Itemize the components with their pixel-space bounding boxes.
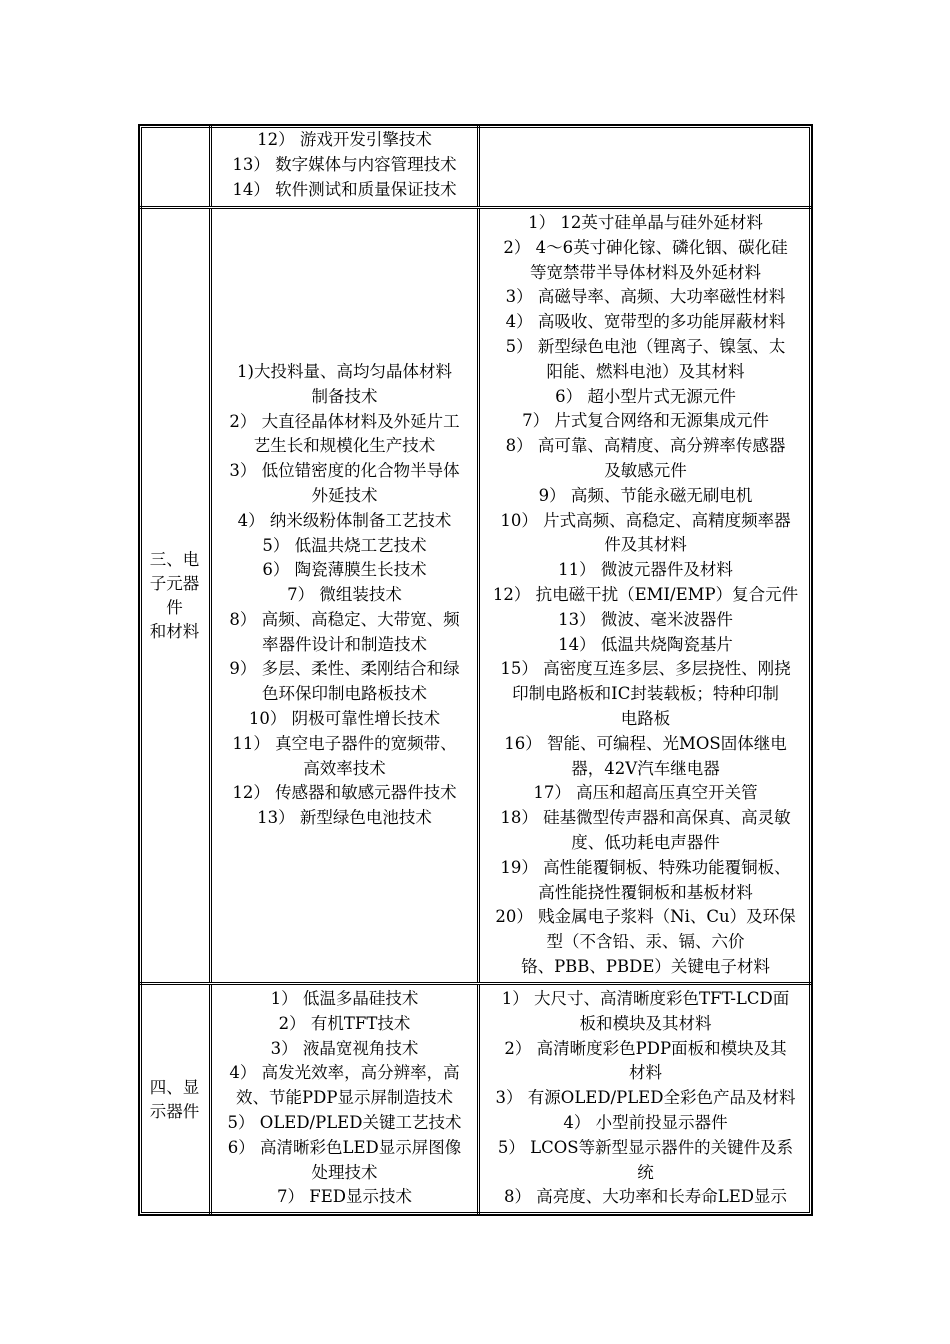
cell-line: 10） 片式高频、高稳定、高精度频率器	[500, 510, 791, 530]
cell-line: 印制电路板和IC封装载板；特种印制	[512, 684, 779, 704]
cell-line: 统	[637, 1162, 654, 1182]
cell-line: 11） 微波元器件及材料	[558, 560, 733, 580]
cell-line: 2） 4～6英寸砷化镓、磷化铟、碳化硅	[503, 237, 788, 257]
cell-line: 制备技术	[311, 386, 378, 406]
cell-line: 10） 阴极可靠性增长技术	[248, 709, 441, 729]
cell-line: 四、显	[149, 1077, 200, 1097]
cell-line: 3） 液晶宽视角技术	[270, 1038, 419, 1058]
cell-line: 件及其材料	[604, 535, 687, 555]
cell-line: 14） 软件测试和质量保证技术	[232, 179, 457, 199]
cell-line: 13） 微波、毫米波器件	[558, 609, 733, 629]
cell-line: 电路板	[620, 708, 671, 728]
category-cell	[140, 985, 212, 1214]
cell-line: 色环保印制电路板技术	[262, 684, 427, 704]
cell-line: 铬、PBB、PBDE）关键电子材料	[521, 956, 770, 976]
cell-line: 材料	[629, 1063, 662, 1083]
cell-line: 阳能、燃料电池）及其材料	[546, 361, 745, 381]
cell-line: 5） 新型绿色电池（锂离子、镍氢、太	[505, 336, 786, 356]
cell-line: 17） 高压和超高压真空开关管	[533, 783, 758, 803]
cell-line: 6） 陶瓷薄膜生长技术	[262, 560, 427, 580]
cell-line: 6） 超小型片式无源元件	[555, 386, 736, 406]
cell-line: 12） 抗电磁干扰（EMI/EMP）复合元件	[492, 584, 799, 604]
cell-line: 等宽禁带半导体材料及外延材料	[530, 262, 761, 282]
cell-line: 处理技术	[311, 1162, 378, 1182]
table-row	[140, 206, 811, 982]
cell-line: 三、电	[149, 549, 200, 569]
cell-line: 8） 高频、高稳定、大带宽、频	[229, 609, 460, 629]
cell-line: 7） FED显示技术	[277, 1187, 412, 1207]
cell-line: 12） 游戏开发引擎技术	[257, 130, 432, 149]
cell-line: 9） 多层、柔性、柔刚结合和绿	[229, 659, 460, 679]
cell-line: 2） 有机TFT技术	[278, 1013, 411, 1033]
cell-line: 1)大投料量、高均匀晶体材料	[237, 361, 452, 381]
cell-line: 16） 智能、可编程、光MOS固体继电	[504, 733, 787, 753]
product-cell	[480, 126, 811, 206]
tech-cell	[212, 209, 480, 982]
cell-line: 19） 高性能覆铜板、特殊功能覆铜板、	[500, 857, 791, 877]
cell-line: 3） 低位错密度的化合物半导体	[229, 461, 460, 481]
cell-line: 及敏感元件	[604, 460, 687, 480]
cell-line: 9） 高频、节能永磁无刷电机	[538, 485, 753, 505]
table-row	[140, 982, 811, 1214]
cell-line: 12） 传感器和敏感元器件技术	[232, 783, 457, 803]
cell-line: 15） 高密度互连多层、多层挠性、刚挠	[500, 659, 791, 679]
cell-line: 5） LCOS等新型显示器件的关键件及系	[497, 1137, 794, 1157]
tech-cell	[212, 126, 480, 206]
cell-line: 3） 有源OLED/PLED全彩色产品及材料	[495, 1088, 796, 1108]
cell-line: 1） 12英寸硅单晶与硅外延材料	[528, 213, 763, 232]
cell-line: 子元器	[149, 573, 200, 593]
cell-line: 7） 片式复合网络和无源集成元件	[522, 411, 769, 431]
cell-line: 器，42V汽车继电器	[571, 758, 720, 778]
cell-line: 4） 高发光效率，高分辨率，高	[229, 1063, 460, 1083]
cell-line: 3） 高磁导率、高频、大功率磁性材料	[505, 287, 786, 307]
cell-line: 1） 低温多晶硅技术	[270, 989, 419, 1008]
category-cell	[140, 126, 212, 206]
tech-table	[138, 124, 813, 1216]
cell-line: 13） 数字媒体与内容管理技术	[232, 154, 457, 174]
cell-line: 板和模块及其材料	[579, 1013, 712, 1033]
cell-line: 效、节能PDP显示屏制造技术	[236, 1088, 453, 1108]
cell-line: 13） 新型绿色电池技术	[257, 808, 432, 828]
category-cell	[140, 209, 212, 982]
cell-line: 5） OLED/PLED关键工艺技术	[227, 1112, 462, 1132]
tech-cell	[212, 985, 480, 1214]
cell-line: 4） 小型前投显示器件	[563, 1112, 728, 1132]
cell-line: 1） 大尺寸、高清晰度彩色TFT-LCD面	[501, 989, 790, 1008]
cell-line: 7） 微组装技术	[287, 585, 402, 605]
cell-line: 高效率技术	[303, 758, 386, 778]
cell-line: 8） 高可靠、高精度、高分辨率传感器	[505, 436, 786, 456]
cell-line: 件	[166, 597, 183, 617]
cell-line: 20） 贱金属电子浆料（Ni、Cu）及环保	[495, 907, 796, 927]
cell-line: 度、低功耗电声器件	[571, 832, 720, 852]
cell-line: 外延技术	[311, 485, 378, 505]
cell-line: 型（不含铅、汞、镉、六价	[546, 932, 745, 952]
cell-line: 2） 高清晰度彩色PDP面板和模块及其	[504, 1038, 787, 1058]
cell-line: 4） 纳米级粉体制备工艺技术	[237, 510, 452, 530]
cell-line: 6） 高清晰彩色LED显示屏图像	[227, 1137, 462, 1157]
cell-line: 率器件设计和制造技术	[262, 634, 427, 654]
cell-line: 示器件	[149, 1101, 200, 1121]
product-cell	[480, 209, 811, 982]
cell-line: 14） 低温共烧陶瓷基片	[558, 634, 733, 654]
cell-line: 5） 低温共烧工艺技术	[262, 535, 427, 555]
table-row	[140, 126, 811, 206]
cell-line: 高性能挠性覆铜板和基板材料	[538, 882, 753, 902]
cell-line: 11） 真空电子器件的宽频带、	[232, 733, 457, 753]
cell-line: 2） 大直径晶体材料及外延片工	[229, 411, 460, 431]
cell-line: 4） 高吸收、宽带型的多功能屏蔽材料	[505, 312, 786, 332]
cell-line: 18） 硅基微型传声器和高保真、高灵敏	[500, 808, 791, 828]
cell-line: 艺生长和规模化生产技术	[253, 436, 436, 456]
cell-line: 8） 高亮度、大功率和长寿命LED显示	[504, 1187, 787, 1207]
cell-line: 和材料	[149, 621, 200, 641]
product-cell	[480, 985, 811, 1214]
